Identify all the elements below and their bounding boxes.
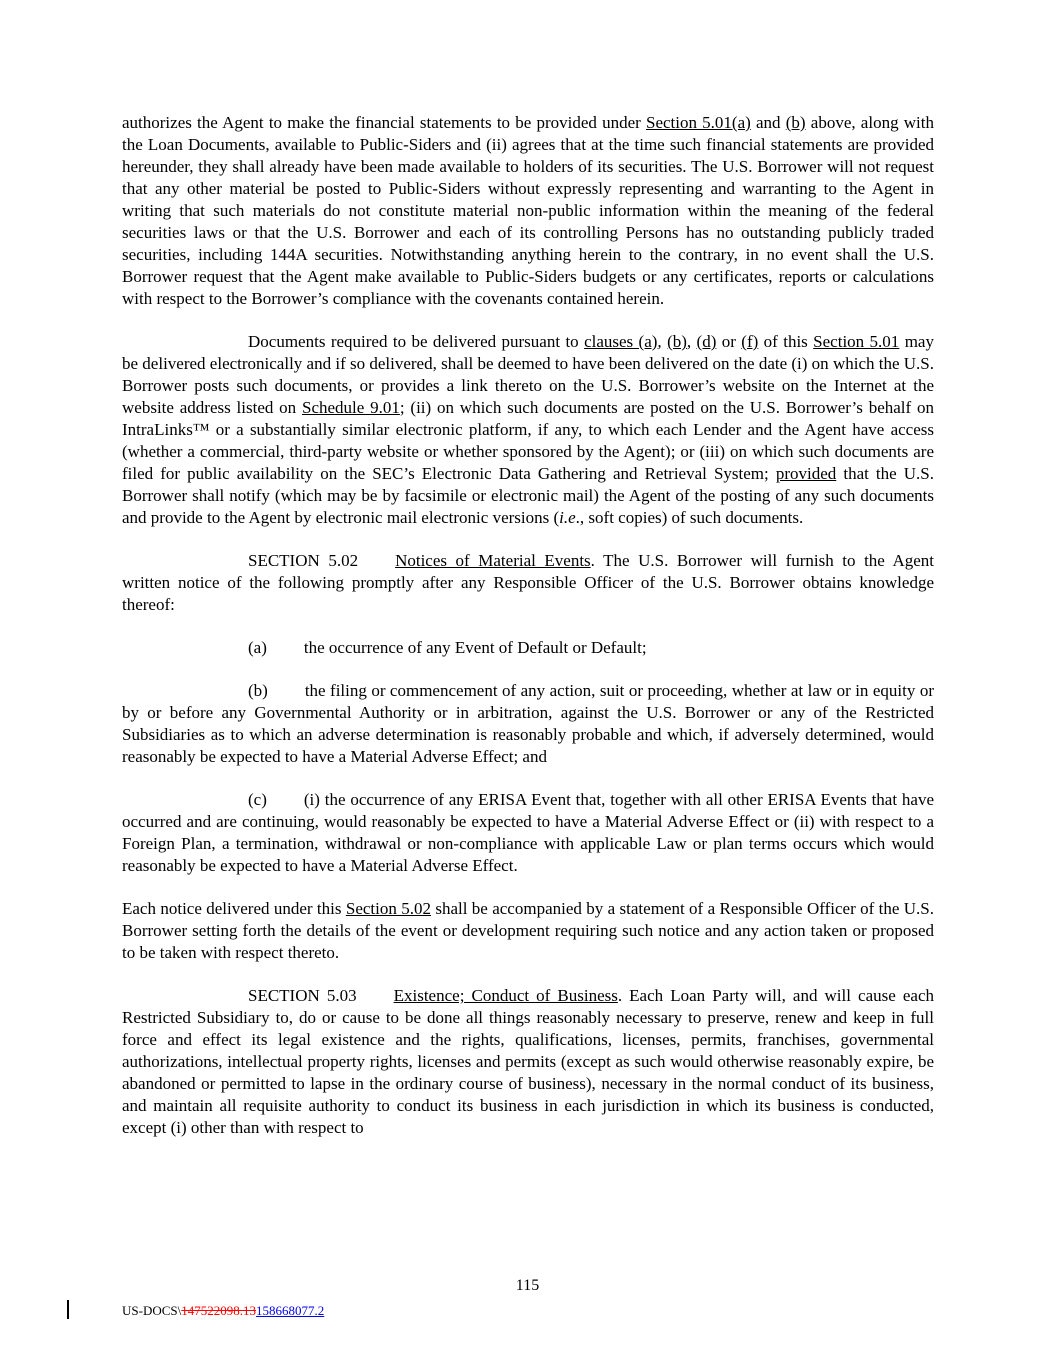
text-segment: may be delivered electronically and if so delivered, shall be deemed to have been delivered on the date (i) on which the U.S. Borrower posts such documents, or provides a link thereto on the U.S. Borrower’s website on the Internet at the website address listed on bbox=[122, 332, 934, 417]
text-segment: authorizes the Agent to make the financial statements to be provided under bbox=[122, 113, 646, 132]
text-segment: of this bbox=[758, 332, 814, 351]
text-segment: , bbox=[657, 332, 668, 351]
text-segment: ; (ii) on which such documents are posted on the U.S. Borrower’s behalf on IntraLinks™ or a substantially similar electronic platform, if any, to which each Lender and the Agent have access (whether a commercial, third-party website or whether sponsored by the Agent); or (iii) on which such documents are filed for public availability on the SEC’s Electronic Data Gathering and Retrieval System; bbox=[122, 398, 934, 483]
text-segment: the filing or commencement of any action, suit or proceeding, whether at law or in equity or by or before any Governmental Authority or in arbitration, against the U.S. Borrower or any of the Restricted Subsidiaries as to which an adverse determination is reasonably probable and which, if adversely determined, would reasonably be expected to have a Material Adverse Effect; and bbox=[122, 681, 934, 766]
text-segment: Each notice delivered under this bbox=[122, 899, 346, 918]
section-reference: Section 5.02 bbox=[345, 899, 431, 918]
section-number: SECTION 5.02 bbox=[248, 551, 359, 570]
page-number: 115 bbox=[515, 1277, 540, 1294]
text-segment: Documents required to be delivered pursuant to bbox=[248, 332, 585, 351]
text-segment: and bbox=[750, 113, 786, 132]
paragraph-public-siders-continuation bbox=[122, 112, 934, 310]
section-5.02-heading-paragraph bbox=[122, 550, 934, 616]
list-item-b bbox=[122, 680, 934, 768]
clause-reference: (d) bbox=[696, 332, 717, 351]
clause-reference: clauses (a) bbox=[584, 332, 658, 351]
list-item-a bbox=[122, 637, 934, 659]
text-segment: shall be accompanied by a statement of a Responsible Officer of the U.S. Borrower setting forth the details of the event or development requiring such notice and any action taken or proposed to be taken with respect thereto. bbox=[122, 899, 934, 962]
change-bar bbox=[67, 1300, 69, 1319]
text-segment: (i) the occurrence of any ERISA Event that, together with all other ERISA Events that have occurred and are continuing, would reasonably be expected to have a Material Adverse Effect or (ii) with respect to a Foreign Plan, a termination, withdrawal or non-compliance with applicable Law or plan terms occurs which would reasonably be expected to have a Material Adverse Effect. bbox=[122, 790, 934, 875]
list-item-label: (c) bbox=[248, 790, 267, 809]
footer-doc-id bbox=[122, 1303, 324, 1319]
section-reference: (b) bbox=[785, 113, 806, 132]
section-reference: Section 5.01(a) bbox=[646, 113, 751, 132]
text-segment: above, along with the Loan Documents, available to Public-Siders and (ii) agrees that at the time such financial statements are provided hereunder, they shall already have been made available to holders of its securities. The U.S. Borrower will not request that any other material be posted to Public-Siders without expressly representing and warranting to the Agent in writing that such materials do not constitute material non-public information within the meaning of the federal securities laws or that the U.S. Borrower and each of its controlling Persons has no outstanding publicly traded securities, including 144A securities. Notwithstanding anything herein to the contrary, in no event shall the U.S. Borrower request that the Agent make available to Public-Siders budgets or any certificates, reports or calculations with respect to the Borrower’s compliance with the covenants contained herein. bbox=[122, 113, 934, 308]
section-reference: Section 5.01 bbox=[813, 332, 900, 351]
text-segment: , bbox=[686, 332, 697, 351]
text-segment: that the U.S. Borrower shall notify (which may be by facsimile or electronic mail) the Agent of the posting of any such documents and provide to the Agent by electronic mail electronic versions ( bbox=[122, 464, 934, 527]
clause-reference: (f) bbox=[741, 332, 759, 351]
doc-id-inserted-text: 158668077.2 bbox=[256, 1303, 325, 1318]
document-body bbox=[122, 112, 934, 1160]
list-item-label: (b) bbox=[248, 681, 268, 700]
schedule-reference: Schedule 9.01 bbox=[302, 398, 400, 417]
proviso-keyword: provided bbox=[775, 464, 837, 483]
text-segment: the occurrence of any Event of Default or Default; bbox=[303, 638, 647, 657]
text-segment: ., soft copies) of such documents. bbox=[575, 508, 804, 527]
paragraph-electronic-delivery bbox=[122, 331, 934, 529]
doc-id-deleted-text: 147522098.13 bbox=[181, 1303, 256, 1318]
latin-abbreviation: i.e bbox=[559, 508, 576, 527]
section-number: SECTION 5.03 bbox=[248, 986, 357, 1005]
clause-reference: (b) bbox=[667, 332, 687, 351]
text-segment: or bbox=[716, 332, 742, 351]
section-title: Existence; Conduct of Business bbox=[393, 986, 618, 1005]
section-5.03-heading-paragraph bbox=[122, 985, 934, 1139]
paragraph-notice-statement bbox=[122, 898, 934, 964]
section-title: Notices of Material Events bbox=[395, 551, 591, 570]
doc-id-prefix: US-DOCS\ bbox=[122, 1303, 182, 1318]
text-segment: . The U.S. Borrower will furnish to the Agent written notice of the following promptly after any Responsible Officer of the U.S. Borrower obtains knowledge thereof: bbox=[122, 551, 934, 614]
list-item-label: (a) bbox=[248, 638, 267, 657]
text-segment: . Each Loan Party will, and will cause each Restricted Subsidiary to, do or cause to be done all things reasonably necessary to preserve, renew and keep in full force and effect its legal existence and the rights, qualifications, licenses, permits, franchises, governmental authorizations, intellectual property rights, licenses and permits (except as such would otherwise reasonably expire, be abandoned or permitted to lapse in the ordinary course of business), necessary in the normal conduct of its business, and maintain all requisite authority to conduct its business in each jurisdiction in which its business is conducted, except (i) other than with respect to bbox=[122, 986, 935, 1137]
list-item-c bbox=[122, 789, 934, 877]
